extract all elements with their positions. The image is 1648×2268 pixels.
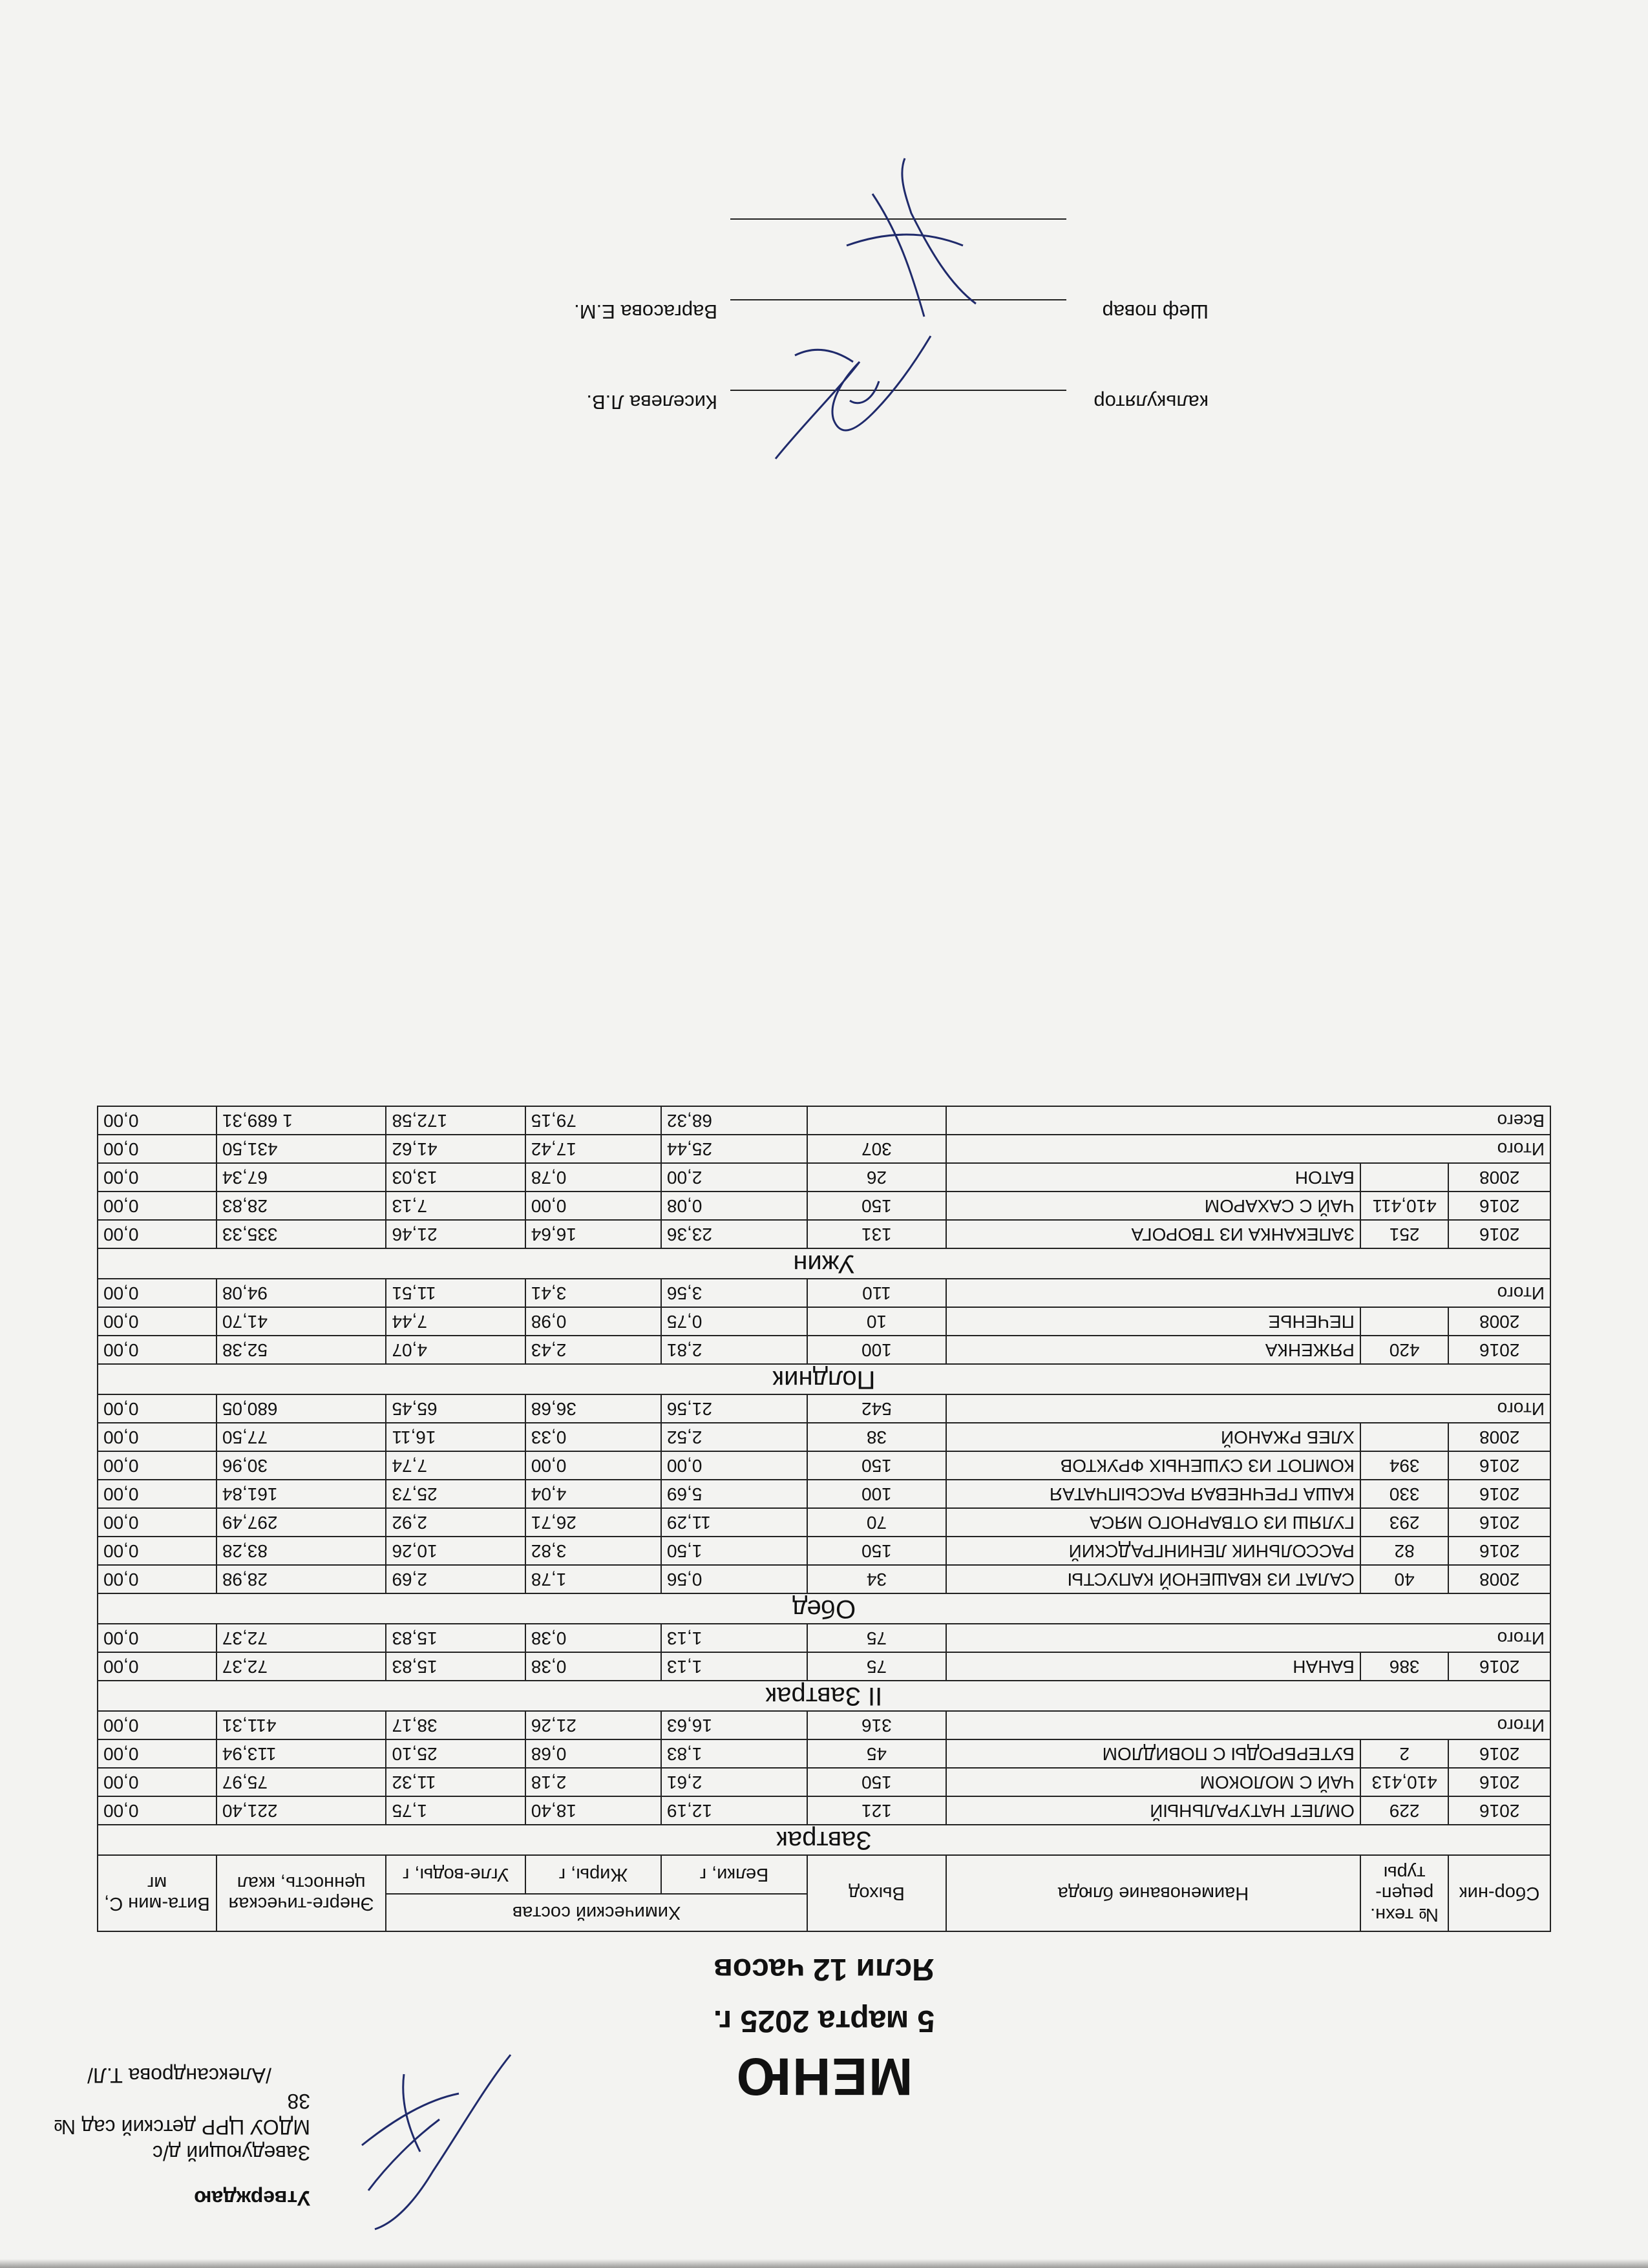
dish-row xyxy=(98,1220,1550,1248)
meal-total-row xyxy=(98,1711,1550,1739)
cell-proteins: 2,81 xyxy=(661,1336,807,1364)
total-fats: 36,68 xyxy=(525,1394,661,1423)
chef-name: Варгасова Е.М. xyxy=(574,300,717,323)
dish-row xyxy=(98,1163,1550,1192)
cell-card: 410,411 xyxy=(1360,1192,1449,1220)
cell-collection: 2008 xyxy=(1448,1423,1550,1451)
cell-output: 38 xyxy=(807,1423,946,1451)
total-fats: 17,42 xyxy=(525,1135,661,1163)
cell-output: 100 xyxy=(807,1480,946,1508)
cell-proteins: 1,50 xyxy=(661,1537,807,1565)
total-vitamin: 0,00 xyxy=(98,1624,217,1652)
chef-role: Шеф повар xyxy=(1102,300,1209,323)
cell-collection: 2008 xyxy=(1448,1163,1550,1192)
cell-carbs: 1,75 xyxy=(386,1796,525,1825)
meal-section-row xyxy=(98,1681,1550,1711)
cell-output: 10 xyxy=(807,1307,946,1336)
total-proteins: 16,63 xyxy=(661,1711,807,1739)
meal-total-row xyxy=(98,1624,1550,1652)
cell-fats: 2,43 xyxy=(525,1336,661,1364)
cell-card: 229 xyxy=(1360,1796,1449,1825)
cell-fats: 16,64 xyxy=(525,1220,661,1248)
cell-dish: РЯЖЕНКА xyxy=(946,1336,1360,1364)
total-vitamin: 0,00 xyxy=(98,1711,217,1739)
cell-vitamin: 0,00 xyxy=(98,1192,217,1220)
cell-card: 40 xyxy=(1360,1565,1449,1593)
meal-section-row xyxy=(98,1825,1550,1855)
cell-proteins: 2,00 xyxy=(661,1163,807,1192)
cell-collection: 2016 xyxy=(1448,1652,1550,1681)
col-dish-header: Наименование блюда xyxy=(946,1855,1360,1931)
cell-dish: ГУЛЯШ ИЗ ОТВАРНОГО МЯСА xyxy=(946,1508,1360,1537)
dish-row xyxy=(98,1423,1550,1451)
cell-carbs: 25,10 xyxy=(386,1739,525,1768)
cell-carbs: 7,13 xyxy=(386,1192,525,1220)
cell-card: 293 xyxy=(1360,1508,1449,1537)
cell-energy: 297,49 xyxy=(217,1508,386,1537)
total-label: Итого xyxy=(946,1135,1550,1163)
cell-energy: 221,40 xyxy=(217,1796,386,1825)
cell-fats: 0,78 xyxy=(525,1163,661,1192)
cell-fats: 18,40 xyxy=(525,1796,661,1825)
total-vitamin: 0,00 xyxy=(98,1394,217,1423)
dish-row xyxy=(98,1451,1550,1480)
cell-dish: РАССОЛЬНИК ЛЕНИНГРАДСКИЙ xyxy=(946,1537,1360,1565)
cell-dish: БАНАН xyxy=(946,1652,1360,1681)
total-proteins: 25,44 xyxy=(661,1135,807,1163)
col-card-header: № техн. рецеп-туры xyxy=(1360,1855,1449,1931)
col-fats-header: Жиры, г xyxy=(525,1855,661,1894)
total-carbs: 38,17 xyxy=(386,1711,525,1739)
total-fats: 21,26 xyxy=(525,1711,661,1739)
cell-dish: КАША ГРЕЧНЕВАЯ РАССЫПЧАТАЯ xyxy=(946,1480,1360,1508)
cell-carbs: 2,92 xyxy=(386,1508,525,1537)
cell-carbs: 21,46 xyxy=(386,1220,525,1248)
cell-output: 70 xyxy=(807,1508,946,1537)
cell-fats: 0,68 xyxy=(525,1739,661,1768)
grand-total-output xyxy=(807,1106,946,1135)
dish-row xyxy=(98,1652,1550,1681)
cell-energy: 113,94 xyxy=(217,1739,386,1768)
cell-card xyxy=(1360,1307,1449,1336)
cell-collection: 2016 xyxy=(1448,1480,1550,1508)
grand-total-energy: 1 689,31 xyxy=(217,1106,386,1135)
total-output: 316 xyxy=(807,1711,946,1739)
cell-proteins: 23,36 xyxy=(661,1220,807,1248)
cell-collection: 2016 xyxy=(1448,1220,1550,1248)
cell-proteins: 1,13 xyxy=(661,1652,807,1681)
cell-collection: 2016 xyxy=(1448,1192,1550,1220)
total-energy: 72,37 xyxy=(217,1624,386,1652)
col-chem-header: Химический состав xyxy=(386,1894,807,1931)
cell-energy: 28,98 xyxy=(217,1565,386,1593)
col-energy-header: Энерге-тическая ценность, ккал xyxy=(217,1855,386,1931)
cell-energy: 30,96 xyxy=(217,1451,386,1480)
total-fats: 3,41 xyxy=(525,1279,661,1307)
cell-energy: 77,50 xyxy=(217,1423,386,1451)
cell-fats: 0,38 xyxy=(525,1652,661,1681)
approval-position-2: МДОУ ЦРР детский сад № 38 xyxy=(53,2090,310,2139)
cell-proteins: 2,61 xyxy=(661,1768,807,1796)
cell-card: 251 xyxy=(1360,1220,1449,1248)
cell-output: 150 xyxy=(807,1451,946,1480)
total-vitamin: 0,00 xyxy=(98,1279,217,1307)
total-energy: 431,50 xyxy=(217,1135,386,1163)
meal-total-row xyxy=(98,1394,1550,1423)
total-proteins: 1,13 xyxy=(661,1624,807,1652)
cell-dish: ХЛЕБ РЖАНОЙ xyxy=(946,1423,1360,1451)
cell-fats: 26,71 xyxy=(525,1508,661,1537)
cell-energy: 52,38 xyxy=(217,1336,386,1364)
cell-dish: БАТОН xyxy=(946,1163,1360,1192)
cell-proteins: 5,69 xyxy=(661,1480,807,1508)
cell-vitamin: 0,00 xyxy=(98,1652,217,1681)
scan-edge-shadow xyxy=(0,2259,1648,2268)
menu-table xyxy=(97,1106,1551,1932)
cell-dish: БУТЕРБРОДЫ С ПОВИДЛОМ xyxy=(946,1739,1360,1768)
cell-proteins: 1,83 xyxy=(661,1739,807,1768)
dish-row xyxy=(98,1796,1550,1825)
total-proteins: 21,56 xyxy=(661,1394,807,1423)
approval-caption: Утверждаю xyxy=(194,2187,310,2210)
dish-row xyxy=(98,1739,1550,1768)
cell-dish: ПЕЧЕНЬЕ xyxy=(946,1307,1360,1336)
cell-energy: 75,97 xyxy=(217,1768,386,1796)
meal-name: Полдник xyxy=(98,1364,1550,1394)
grand-total-carbs: 172,58 xyxy=(386,1106,525,1135)
cell-dish: ЗАПЕКАНКА ИЗ ТВОРОГА xyxy=(946,1220,1360,1248)
cell-carbs: 16,11 xyxy=(386,1423,525,1451)
cell-energy: 161,84 xyxy=(217,1480,386,1508)
col-collection-header: Сбор-ник xyxy=(1448,1855,1550,1931)
cell-vitamin: 0,00 xyxy=(98,1565,217,1593)
menu-group: Ясли 12 часов xyxy=(713,1952,935,1986)
col-proteins-header: Белки, г xyxy=(661,1855,807,1894)
grand-total-label: Всего xyxy=(946,1106,1550,1135)
cell-dish: КОМПОТ ИЗ СУШЕНЫХ ФРУКТОВ xyxy=(946,1451,1360,1480)
cell-vitamin: 0,00 xyxy=(98,1796,217,1825)
cell-card: 386 xyxy=(1360,1652,1449,1681)
cell-proteins: 11,29 xyxy=(661,1508,807,1537)
cell-fats: 1,78 xyxy=(525,1565,661,1593)
total-energy: 411,31 xyxy=(217,1711,386,1739)
cell-proteins: 0,08 xyxy=(661,1192,807,1220)
total-energy: 680,05 xyxy=(217,1394,386,1423)
chef-signature xyxy=(808,149,1002,342)
menu-table-body xyxy=(98,1106,1550,1855)
grand-total-vitamin: 0,00 xyxy=(98,1106,217,1135)
grand-total-fats: 79,15 xyxy=(525,1106,661,1135)
cell-fats: 3,82 xyxy=(525,1537,661,1565)
dish-row xyxy=(98,1307,1550,1336)
cell-carbs: 2,69 xyxy=(386,1565,525,1593)
cell-energy: 28,83 xyxy=(217,1192,386,1220)
cell-collection: 2016 xyxy=(1448,1768,1550,1796)
cell-carbs: 13,03 xyxy=(386,1163,525,1192)
menu-date: 5 марта 2025 г. xyxy=(713,2004,935,2038)
cell-output: 26 xyxy=(807,1163,946,1192)
cell-carbs: 15,83 xyxy=(386,1652,525,1681)
meal-section-row xyxy=(98,1364,1550,1394)
cell-vitamin: 0,00 xyxy=(98,1480,217,1508)
cell-proteins: 2,52 xyxy=(661,1423,807,1451)
total-vitamin: 0,00 xyxy=(98,1135,217,1163)
cell-collection: 2016 xyxy=(1448,1508,1550,1537)
cell-output: 150 xyxy=(807,1192,946,1220)
cell-dish: ОМЛЕТ НАТУРАЛЬНЫЙ xyxy=(946,1796,1360,1825)
cell-proteins: 0,75 xyxy=(661,1307,807,1336)
cell-output: 150 xyxy=(807,1768,946,1796)
cell-output: 34 xyxy=(807,1565,946,1593)
cell-energy: 335,33 xyxy=(217,1220,386,1248)
cell-vitamin: 0,00 xyxy=(98,1423,217,1451)
cell-collection: 2016 xyxy=(1448,1796,1550,1825)
cell-card: 330 xyxy=(1360,1480,1449,1508)
cell-carbs: 11,32 xyxy=(386,1768,525,1796)
page-title: МЕНЮ xyxy=(735,2047,913,2106)
cell-carbs: 10,26 xyxy=(386,1537,525,1565)
dish-row xyxy=(98,1336,1550,1364)
cell-output: 100 xyxy=(807,1336,946,1364)
dish-row xyxy=(98,1480,1550,1508)
total-proteins: 3,56 xyxy=(661,1279,807,1307)
total-label: Итого xyxy=(946,1711,1550,1739)
meal-name: II Завтрак xyxy=(98,1681,1550,1711)
cell-vitamin: 0,00 xyxy=(98,1220,217,1248)
cell-output: 121 xyxy=(807,1796,946,1825)
cell-energy: 72,37 xyxy=(217,1652,386,1681)
cell-proteins: 12,19 xyxy=(661,1796,807,1825)
cell-collection: 2008 xyxy=(1448,1307,1550,1336)
total-carbs: 11,51 xyxy=(386,1279,525,1307)
meal-total-row xyxy=(98,1279,1550,1307)
total-carbs: 65,45 xyxy=(386,1394,525,1423)
cell-card: 410,413 xyxy=(1360,1768,1449,1796)
cell-carbs: 7,44 xyxy=(386,1307,525,1336)
cell-card: 394 xyxy=(1360,1451,1449,1480)
cell-vitamin: 0,00 xyxy=(98,1768,217,1796)
cell-card: 420 xyxy=(1360,1336,1449,1364)
calculator-role: калькулятор xyxy=(1093,391,1209,414)
approval-position-1: Заведующий д/с xyxy=(152,2141,310,2165)
cell-card xyxy=(1360,1423,1449,1451)
cell-proteins: 0,00 xyxy=(661,1451,807,1480)
calculator-name: Киселева Л.В. xyxy=(586,391,717,414)
grand-total-proteins: 68,32 xyxy=(661,1106,807,1135)
cell-energy: 83,28 xyxy=(217,1537,386,1565)
cell-proteins: 0,56 xyxy=(661,1565,807,1593)
approval-name: /Александрова Т.Л/ xyxy=(87,2064,271,2087)
total-output: 542 xyxy=(807,1394,946,1423)
cell-fats: 4,04 xyxy=(525,1480,661,1508)
cell-fats: 0,00 xyxy=(525,1451,661,1480)
cell-fats: 2,18 xyxy=(525,1768,661,1796)
total-label: Итого xyxy=(946,1394,1550,1423)
meal-name: Ужин xyxy=(98,1248,1550,1279)
meal-section-row xyxy=(98,1593,1550,1624)
meal-name: Обед xyxy=(98,1593,1550,1624)
cell-collection: 2016 xyxy=(1448,1739,1550,1768)
total-label: Итого xyxy=(946,1624,1550,1652)
cell-energy: 67,34 xyxy=(217,1163,386,1192)
cell-vitamin: 0,00 xyxy=(98,1163,217,1192)
cell-collection: 2016 xyxy=(1448,1451,1550,1480)
cell-card: 2 xyxy=(1360,1739,1449,1768)
col-output-header: Выход xyxy=(807,1855,946,1931)
cell-dish: ЧАЙ С САХАРОМ xyxy=(946,1192,1360,1220)
cell-vitamin: 0,00 xyxy=(98,1508,217,1537)
total-carbs: 41,62 xyxy=(386,1135,525,1163)
dish-row xyxy=(98,1508,1550,1537)
cell-dish: САЛАТ ИЗ КВАШЕНОЙ КАПУСТЫ xyxy=(946,1565,1360,1593)
cell-fats: 0,33 xyxy=(525,1423,661,1451)
cell-card: 82 xyxy=(1360,1537,1449,1565)
cell-vitamin: 0,00 xyxy=(98,1307,217,1336)
cell-output: 75 xyxy=(807,1652,946,1681)
cell-carbs: 7,74 xyxy=(386,1451,525,1480)
dish-row xyxy=(98,1768,1550,1796)
meal-section-row xyxy=(98,1248,1550,1279)
cell-carbs: 4,07 xyxy=(386,1336,525,1364)
total-output: 307 xyxy=(807,1135,946,1163)
cell-vitamin: 0,00 xyxy=(98,1336,217,1364)
meal-name: Завтрак xyxy=(98,1825,1550,1855)
dish-row xyxy=(98,1537,1550,1565)
total-output: 110 xyxy=(807,1279,946,1307)
cell-output: 150 xyxy=(807,1537,946,1565)
grand-total-row xyxy=(98,1106,1550,1135)
cell-card xyxy=(1360,1163,1449,1192)
dish-row xyxy=(98,1192,1550,1220)
total-carbs: 15,83 xyxy=(386,1624,525,1652)
cell-dish: ЧАЙ С МОЛОКОМ xyxy=(946,1768,1360,1796)
cell-collection: 2016 xyxy=(1448,1336,1550,1364)
dish-row xyxy=(98,1565,1550,1593)
cell-vitamin: 0,00 xyxy=(98,1739,217,1768)
cell-fats: 0,98 xyxy=(525,1307,661,1336)
total-label: Итого xyxy=(946,1279,1550,1307)
cell-carbs: 25,73 xyxy=(386,1480,525,1508)
total-energy: 94,08 xyxy=(217,1279,386,1307)
col-carbs-header: Угле-воды, г xyxy=(386,1855,525,1894)
cell-vitamin: 0,00 xyxy=(98,1451,217,1480)
cell-fats: 0,00 xyxy=(525,1192,661,1220)
cell-collection: 2016 xyxy=(1448,1537,1550,1565)
cell-vitamin: 0,00 xyxy=(98,1537,217,1565)
cell-output: 45 xyxy=(807,1739,946,1768)
col-vitamin-header: Вита-мин С, мг xyxy=(98,1855,217,1931)
cell-collection: 2008 xyxy=(1448,1565,1550,1593)
total-output: 75 xyxy=(807,1624,946,1652)
total-fats: 0,38 xyxy=(525,1624,661,1652)
cell-energy: 41,70 xyxy=(217,1307,386,1336)
meal-total-row xyxy=(98,1135,1550,1163)
cell-output: 131 xyxy=(807,1220,946,1248)
